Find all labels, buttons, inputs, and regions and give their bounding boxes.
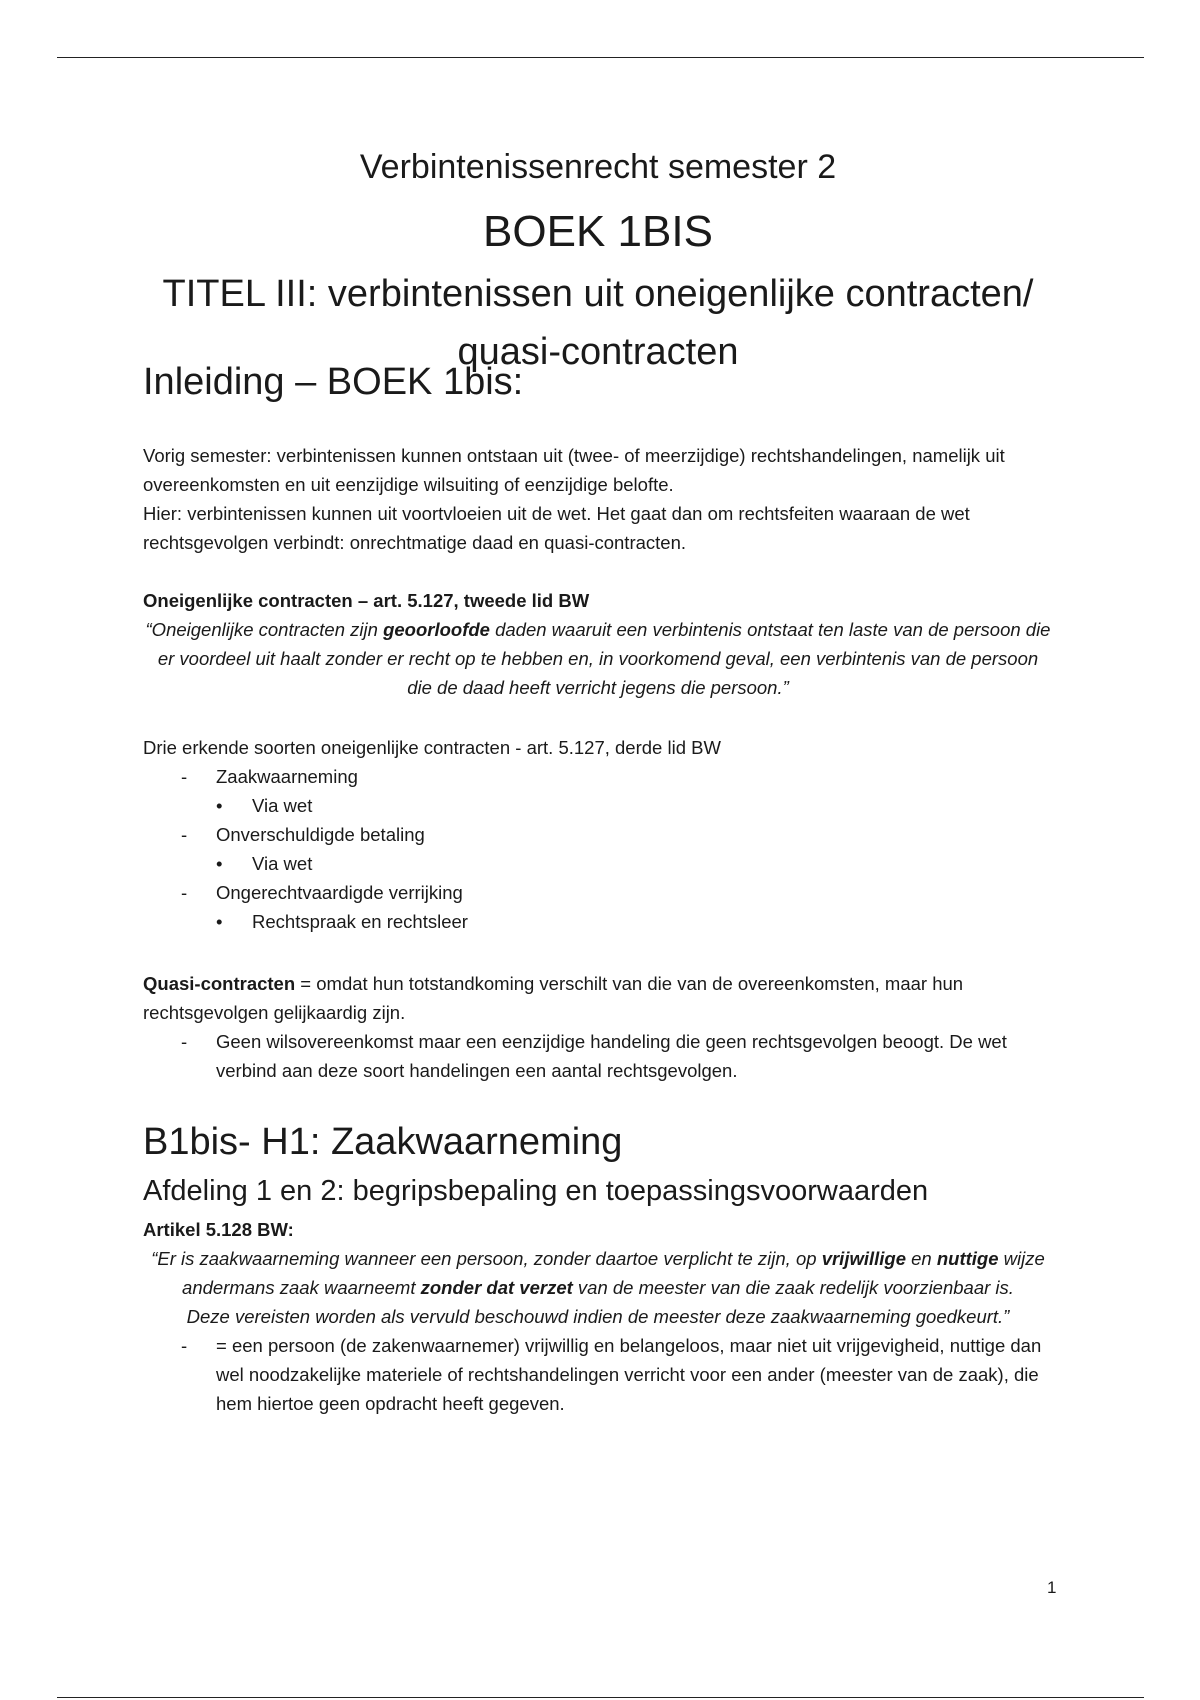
- list-item-label: Ongerechtvaardigde verrijking: [216, 882, 463, 903]
- sub-list-item: [143, 791, 1053, 820]
- sub-list-item: [143, 907, 1053, 936]
- dash-marker: -: [181, 1335, 188, 1356]
- zaakwaarneming-heading: B1bis- H1: Zaakwaarneming: [143, 1121, 623, 1163]
- inleiding-paragraph-1: Vorig semester: verbintenissen kunnen ontstaan uit (twee- of meerzijdige) rechtshandelingen, namelijk uit overeenkomsten en uit eenzijdige wilsuiting of eenzijdige belofte.: [143, 445, 1005, 495]
- inleiding-section: [143, 441, 1053, 557]
- quote-text: daden waaruit een verbintenis ontstaat ten laste van de persoon die er voordeel uit haalt zonder er recht op te hebben en, in voorkomend geval, een verbintenis van de persoon die de daad heeft verricht jegens die persoon.”: [157, 619, 1051, 698]
- bottom-rule: [57, 1697, 1144, 1698]
- book-heading: BOEK 1BIS: [483, 207, 713, 256]
- artikel-section: [143, 1215, 1053, 1418]
- quote-emphasis: nuttige: [936, 1248, 999, 1269]
- quote-emphasis: vrijwillige: [821, 1248, 906, 1269]
- quasi-section: [143, 969, 1053, 1085]
- dash-marker: -: [181, 1031, 188, 1052]
- bullet-marker: •: [216, 911, 223, 932]
- soorten-section: [143, 733, 1053, 936]
- dash-marker: -: [181, 766, 188, 787]
- quasi-term: Quasi-contracten: [143, 973, 296, 994]
- artikel-quote: [143, 1244, 1053, 1302]
- titel-heading: TITEL III: verbintenissen uit oneigenlijke contracten/ quasi-contracten: [162, 273, 1034, 373]
- list-item: [143, 1027, 1053, 1085]
- artikel-quote-2: Deze vereisten worden als vervuld beschouwd indien de meester deze zaakwaarneming goedkeurt.”: [186, 1306, 1010, 1327]
- list-item-label: Geen wilsovereenkomst maar een eenzijdige handeling die geen rechtsgevolgen beoogt. De wet verbind aan deze soort handelingen een aantal rechtsgevolgen.: [216, 1031, 1007, 1081]
- dash-marker: -: [181, 824, 188, 845]
- list-item: [143, 878, 1053, 907]
- top-rule: [57, 57, 1144, 58]
- bullet-marker: •: [216, 853, 223, 874]
- sub-list-item: [143, 849, 1053, 878]
- bullet-marker: •: [216, 795, 223, 816]
- oneigenlijk-heading: Oneigenlijke contracten – art. 5.127, tweede lid BW: [143, 590, 590, 611]
- page-number: 1: [1047, 1578, 1057, 1597]
- quote-text: “Oneigenlijke contracten zijn: [145, 619, 384, 640]
- quote-text: “Er is zaakwaarneming wanneer een persoon, zonder daartoe verplicht te zijn, op: [151, 1248, 822, 1269]
- list-item: [143, 820, 1053, 849]
- sub-list-item-label: Via wet: [252, 795, 313, 816]
- inleiding-paragraph-2: Hier: verbintenissen kunnen uit voortvloeien uit de wet. Het gaat dan om rechtsfeiten waaraan de wet rechtsgevolgen verbindt: onrechtmatige daad en quasi-contracten.: [143, 503, 970, 553]
- list-item-label: Onverschuldigde betaling: [216, 824, 425, 845]
- list-item-label: = een persoon (de zakenwaarnemer) vrijwillig en belangeloos, maar niet uit vrijgevigheid, nuttige dan wel noodzakelijke materiele of rechtshandelingen verricht voor een ander (meester van de zaak), die hem hiertoe geen opdracht heeft gegeven.: [216, 1335, 1042, 1414]
- list-item: [143, 762, 1053, 791]
- soorten-intro: Drie erkende soorten oneigenlijke contracten - art. 5.127, derde lid BW: [143, 737, 721, 758]
- quote-text: wijze andermans zaak waarneemt: [182, 1248, 1045, 1298]
- oneigenlijk-section: [143, 586, 1053, 702]
- dash-marker: -: [181, 882, 188, 903]
- oneigenlijk-quote: [143, 615, 1053, 702]
- artikel-heading: Artikel 5.128 BW:: [143, 1219, 294, 1240]
- document-title: Verbintenissenrecht semester 2: [359, 148, 837, 186]
- sub-list-item-label: Via wet: [252, 853, 313, 874]
- inleiding-heading: Inleiding – BOEK 1bis:: [143, 361, 524, 403]
- list-item-label: Zaakwaarneming: [216, 766, 358, 787]
- list-item: [143, 1331, 1053, 1418]
- afdeling-heading: Afdeling 1 en 2: begripsbepaling en toepassingsvoorwaarden: [143, 1175, 929, 1207]
- quasi-definition: [143, 969, 1053, 1027]
- quote-text: en: [906, 1248, 937, 1269]
- sub-list-item-label: Rechtspraak en rechtsleer: [252, 911, 468, 932]
- quasi-definition-text: = omdat hun totstandkoming verschilt van die van de overeenkomsten, maar hun rechtsgevolgen gelijkaardig zijn.: [143, 973, 964, 1023]
- quote-emphasis: geoorloofde: [383, 619, 490, 640]
- quote-text: van de meester van die zaak redelijk voorzienbaar is.: [572, 1277, 1014, 1298]
- quote-emphasis: zonder dat verzet: [420, 1277, 573, 1298]
